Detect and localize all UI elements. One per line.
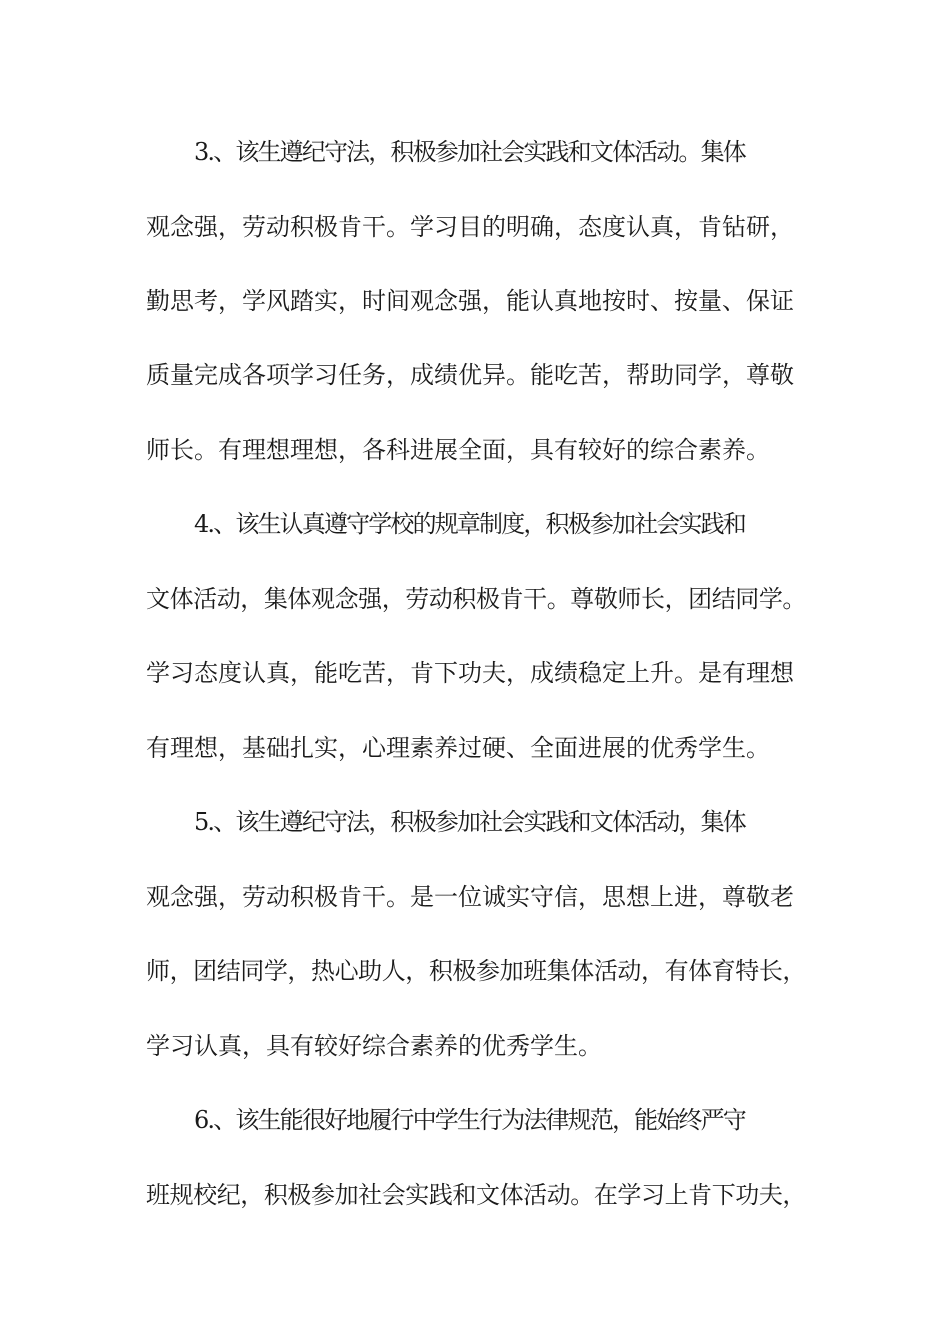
paragraph-3-line-1: 3.、该生遵纪守法，积极参加社会实践和文体活动。集体	[194, 138, 745, 166]
paragraph-3-line-3: 勤思考，学风踏实，时间观念强，能认真地按时、按量、保证	[146, 287, 794, 315]
paragraph-6-line-1: 6.、该生能很好地履行中学生行为法律规范，能始终严守	[194, 1106, 745, 1134]
paragraph-4-line-1: 4.、该生认真遵守学校的规章制度，积极参加社会实践和	[194, 510, 745, 538]
paragraph-3-line-5: 师长。有理想理想，各科进展全面，具有较好的综合素养。	[146, 436, 770, 464]
paragraph-3-line-2: 观念强，劳动积极肯干。学习目的明确，态度认真，肯钻研，	[146, 213, 794, 241]
paragraph-5-line-2: 观念强，劳动积极肯干。是一位诚实守信，思想上进，尊敬老	[146, 883, 794, 911]
paragraph-4-line-3: 学习态度认真，能吃苦，肯下功夫，成绩稳定上升。是有理想	[146, 659, 794, 687]
paragraph-5-line-1: 5.、该生遵纪守法，积极参加社会实践和文体活动，集体	[194, 808, 745, 836]
paragraph-5-line-4: 学习认真，具有较好综合素养的优秀学生。	[146, 1032, 602, 1060]
paragraph-4-line-2: 文体活动，集体观念强，劳动积极肯干。尊敬师长，团结同学。	[146, 585, 806, 613]
paragraph-6-line-2: 班规校纪，积极参加社会实践和文体活动。在学习上肯下功夫，	[146, 1181, 806, 1209]
paragraph-4-line-4: 有理想，基础扎实，心理素养过硬、全面进展的优秀学生。	[146, 734, 770, 762]
paragraph-5-line-3: 师，团结同学，热心助人，积极参加班集体活动，有体育特长，	[146, 957, 806, 985]
paragraph-3-line-4: 质量完成各项学习任务，成绩优异。能吃苦，帮助同学，尊敬	[146, 361, 794, 389]
